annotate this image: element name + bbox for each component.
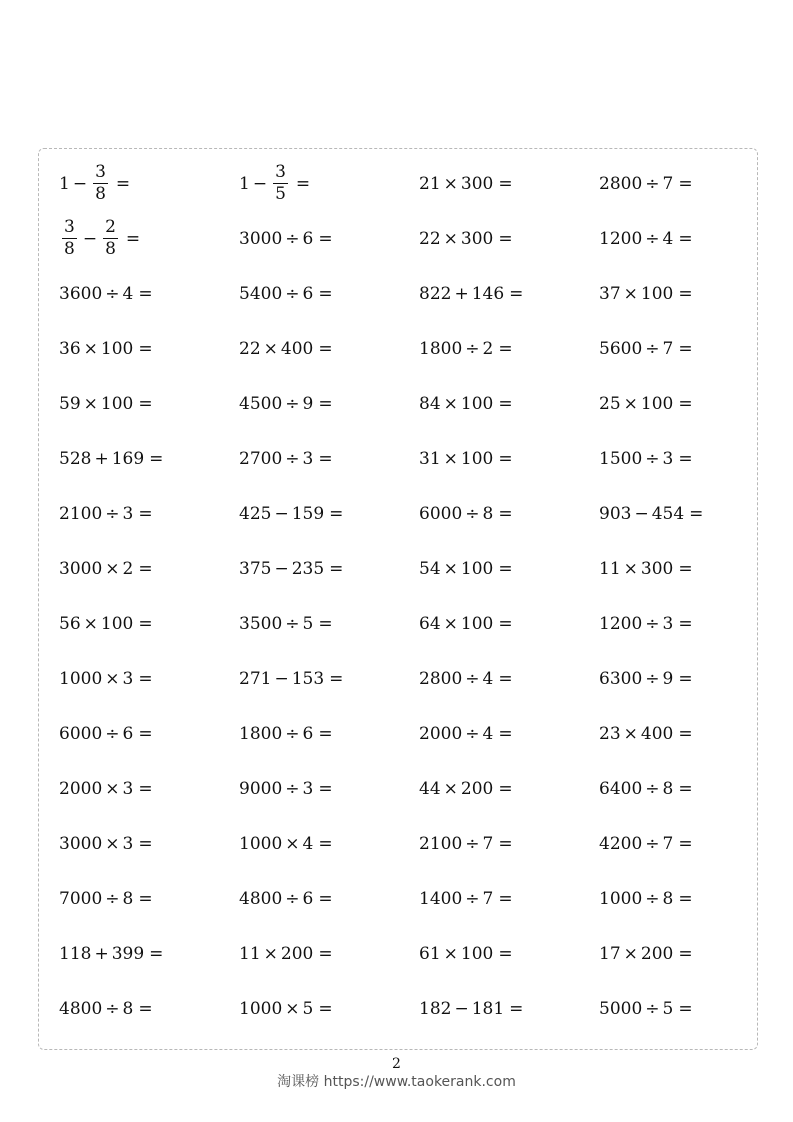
problem-item: 1000 ÷ 8 = xyxy=(599,888,693,909)
problem-item: 61 × 100 = xyxy=(419,943,513,964)
problem-item: 37 × 100 = xyxy=(599,283,693,304)
problem-item: 1400 ÷ 7 = xyxy=(419,888,513,909)
problem-item: 64 × 100 = xyxy=(419,613,513,634)
problem-item: 6400 ÷ 8 = xyxy=(599,778,693,799)
problem-item: 5000 ÷ 5 = xyxy=(599,998,693,1019)
problem-item: 4800 ÷ 8 = xyxy=(59,998,153,1019)
problem-item: 23 × 400 = xyxy=(599,723,693,744)
fraction: $\frac{3}{5}$ xyxy=(275,162,286,204)
problem-item: 2000 × 3 = xyxy=(59,778,153,799)
problem-item: 4200 ÷ 7 = xyxy=(599,833,693,854)
problem-grid xyxy=(59,156,759,1036)
problem-item: 84 × 100 = xyxy=(419,393,513,414)
problem-item: 6000 ÷ 6 = xyxy=(59,723,153,744)
problem-item: 528 + 169 = xyxy=(59,448,164,469)
problem-item: 7000 ÷ 8 = xyxy=(59,888,153,909)
problem-item: 11 × 200 = xyxy=(239,943,333,964)
problem-item: 1500 ÷ 3 = xyxy=(599,448,693,469)
problem-item: 6000 ÷ 8 = xyxy=(419,503,513,524)
problem-item: 3000 ÷ 6 = xyxy=(239,228,333,249)
problem-item: 9000 ÷ 3 = xyxy=(239,778,333,799)
problem-item: 1000 × 5 = xyxy=(239,998,333,1019)
problem-item: 271 − 153 = xyxy=(239,668,344,689)
problem-item: 182 − 181 = xyxy=(419,998,524,1019)
problem-item: 2100 ÷ 3 = xyxy=(59,503,153,524)
watermark-text: 淘课榜 https://www.taokerank.com xyxy=(277,1074,516,1090)
worksheet-box xyxy=(38,148,758,1050)
problem-item: 22 × 300 = xyxy=(419,228,513,249)
problem-item: 4500 ÷ 9 = xyxy=(239,393,333,414)
problem-item: 56 × 100 = xyxy=(59,613,153,634)
problem-item: 2800 ÷ 7 = xyxy=(599,173,693,194)
problem-item: 1 − $\frac{3}{5}$ = xyxy=(239,162,311,204)
problem-item: 17 × 200 = xyxy=(599,943,693,964)
problem-item: 1200 ÷ 4 = xyxy=(599,228,693,249)
problem-item: 1 − $\frac{3}{8}$ = xyxy=(59,162,131,204)
problem-item: 1000 × 4 = xyxy=(239,833,333,854)
fraction: $\frac{3}{8}$ xyxy=(95,162,106,204)
problem-item: 1200 ÷ 3 = xyxy=(599,613,693,634)
problem-item: 4800 ÷ 6 = xyxy=(239,888,333,909)
problem-item: 6300 ÷ 9 = xyxy=(599,668,693,689)
problem-item: 5600 ÷ 7 = xyxy=(599,338,693,359)
problem-item: 21 × 300 = xyxy=(419,173,513,194)
fraction: $\frac{2}{8}$ xyxy=(105,217,116,259)
problem-item: 2000 ÷ 4 = xyxy=(419,723,513,744)
problem-item: 22 × 400 = xyxy=(239,338,333,359)
page-number: 2 xyxy=(392,1056,401,1072)
problem-item: 903 − 454 = xyxy=(599,503,704,524)
problem-item: 3000 × 2 = xyxy=(59,558,153,579)
problem-item: 2100 ÷ 7 = xyxy=(419,833,513,854)
problem-item: 1000 × 3 = xyxy=(59,668,153,689)
problem-item: 425 − 159 = xyxy=(239,503,344,524)
problem-item: $\frac{3}{8}$ − $\frac{2}{8}$ = xyxy=(64,217,141,259)
problem-item: 11 × 300 = xyxy=(599,558,693,579)
problem-item: 3500 ÷ 5 = xyxy=(239,613,333,634)
problem-item: 5400 ÷ 6 = xyxy=(239,283,333,304)
fraction: $\frac{3}{8}$ xyxy=(64,217,75,259)
problem-item: 822 + 146 = xyxy=(419,283,524,304)
problem-item: 3600 ÷ 4 = xyxy=(59,283,153,304)
problem-item: 118 + 399 = xyxy=(59,943,164,964)
problem-item: 59 × 100 = xyxy=(59,393,153,414)
problem-item: 54 × 100 = xyxy=(419,558,513,579)
problem-item: 44 × 200 = xyxy=(419,778,513,799)
problem-item: 25 × 100 = xyxy=(599,393,693,414)
problem-item: 3000 × 3 = xyxy=(59,833,153,854)
problem-item: 2700 ÷ 3 = xyxy=(239,448,333,469)
problem-item: 1800 ÷ 2 = xyxy=(419,338,513,359)
problem-item: 36 × 100 = xyxy=(59,338,153,359)
problem-item: 375 − 235 = xyxy=(239,558,344,579)
problem-item: 1800 ÷ 6 = xyxy=(239,723,333,744)
problem-item: 2800 ÷ 4 = xyxy=(419,668,513,689)
problem-item: 31 × 100 = xyxy=(419,448,513,469)
